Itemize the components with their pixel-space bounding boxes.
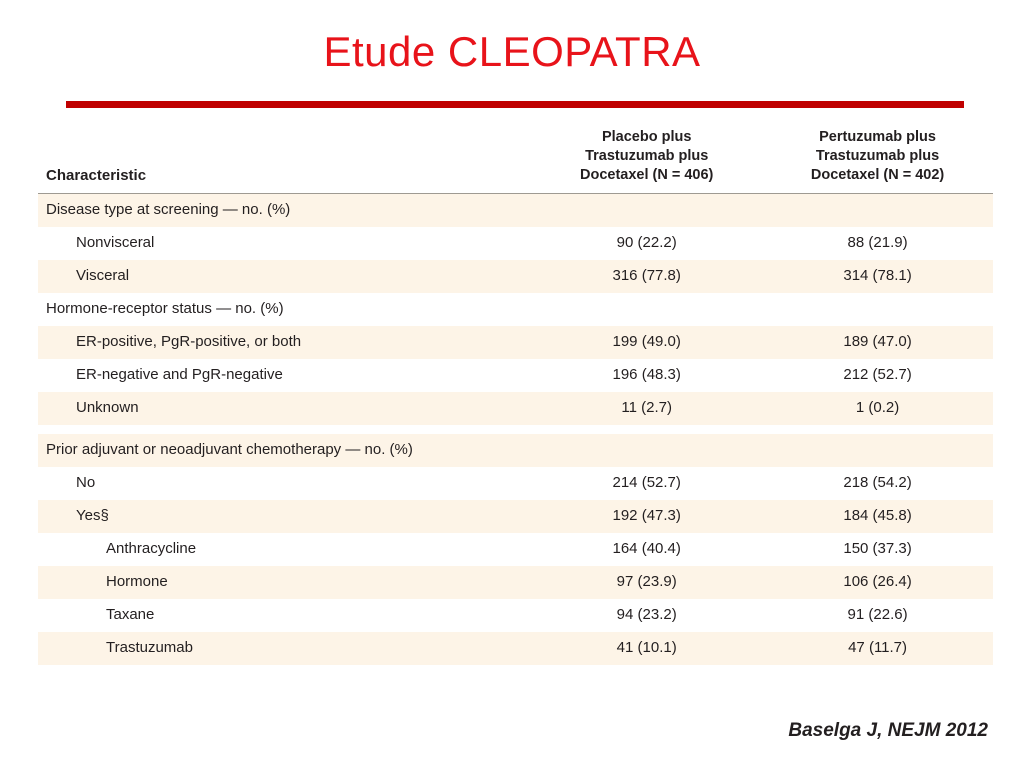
characteristics-table (38, 128, 993, 665)
table-row (38, 326, 993, 359)
spacer-cell (38, 425, 993, 434)
cell-placebo-arm: 192 (47.3) (531, 500, 762, 533)
column-header-placebo-line1: Placebo plus (601, 129, 692, 145)
cell-placebo-arm: 196 (48.3) (612, 366, 681, 384)
table-body (38, 194, 993, 666)
cell-placebo-arm: 164 (40.4) (612, 540, 681, 558)
table-row (38, 533, 993, 566)
source-citation: Baselga J, NEJM 2012 (788, 720, 988, 741)
cell-placebo-arm: 214 (52.7) (612, 474, 681, 492)
table-row (38, 293, 993, 326)
row-label: Taxane (106, 606, 155, 624)
column-header-placebo-line3: Docetaxel (N = 406) (580, 167, 714, 184)
row-label: Nonvisceral (76, 234, 155, 252)
table-header-row (38, 128, 993, 194)
table-row-spacer (38, 425, 993, 434)
row-label: Anthracycline (106, 540, 197, 558)
row-label: Prior adjuvant or neoadjuvant chemotherapy — no. (%) (38, 434, 531, 467)
column-header-placebo-line2: Trastuzumab plus (585, 148, 709, 165)
cell-placebo-arm: 94 (23.2) (616, 606, 677, 624)
column-header-pertuzumab-line3: Docetaxel (N = 402) (810, 167, 945, 184)
cell-pertuzumab-arm (762, 194, 993, 228)
cell-pertuzumab-arm: 212 (52.7) (843, 366, 912, 384)
table-row (38, 194, 993, 228)
table-row (38, 566, 993, 599)
cell-placebo-arm: 199 (49.0) (531, 326, 762, 359)
row-label: Hormone-receptor status — no. (%) (46, 300, 284, 318)
row-label: ER-positive, PgR-positive, or both (38, 326, 531, 359)
cell-pertuzumab-arm: 314 (78.1) (762, 260, 993, 293)
cell-pertuzumab-arm: 1 (0.2) (762, 392, 993, 425)
row-label: Disease type at screening — no. (%) (38, 194, 531, 228)
characteristics-table-container (38, 128, 993, 665)
column-header-placebo-arm (531, 128, 762, 194)
column-header-pertuzumab-line1: Pertuzumab plus (819, 129, 936, 145)
cell-pertuzumab-arm: 88 (21.9) (847, 234, 908, 252)
cell-pertuzumab-arm: 106 (26.4) (762, 566, 993, 599)
column-header-pertuzumab-line2: Trastuzumab plus (815, 148, 940, 165)
row-label: ER-negative and PgR-negative (76, 366, 283, 384)
table-header (38, 128, 993, 194)
cell-placebo-arm (531, 194, 762, 228)
row-label: Yes§ (38, 500, 531, 533)
cell-pertuzumab-arm (762, 293, 993, 326)
table-row (38, 632, 993, 665)
row-label: Visceral (38, 260, 531, 293)
cell-pertuzumab-arm: 47 (11.7) (762, 632, 993, 665)
table-row (38, 434, 993, 467)
cell-placebo-arm: 90 (22.2) (616, 234, 677, 252)
cell-placebo-arm: 41 (10.1) (531, 632, 762, 665)
table-row (38, 467, 993, 500)
table-row (38, 500, 993, 533)
row-label: No (76, 474, 96, 492)
cell-placebo-arm: 97 (23.9) (531, 566, 762, 599)
cell-pertuzumab-arm: 150 (37.3) (843, 540, 912, 558)
cell-placebo-arm: 11 (2.7) (531, 392, 762, 425)
cell-pertuzumab-arm: 184 (45.8) (762, 500, 993, 533)
cell-pertuzumab-arm: 218 (54.2) (843, 474, 912, 492)
cell-placebo-arm (531, 434, 762, 467)
row-label: Trastuzumab (38, 632, 531, 665)
table-row (38, 392, 993, 425)
table-row (38, 599, 993, 632)
cell-pertuzumab-arm: 91 (22.6) (847, 606, 908, 624)
column-header-characteristic: Characteristic (46, 166, 147, 184)
cell-placebo-arm (531, 293, 762, 326)
row-label: Unknown (38, 392, 531, 425)
page-title: Etude CLEOPATRA (323, 28, 701, 75)
cell-placebo-arm: 316 (77.8) (531, 260, 762, 293)
cell-pertuzumab-arm (762, 434, 993, 467)
table-row (38, 260, 993, 293)
table-row (38, 227, 993, 260)
row-label: Hormone (38, 566, 531, 599)
title-divider (66, 101, 964, 108)
column-header-pertuzumab-arm (762, 128, 993, 194)
cell-pertuzumab-arm: 189 (47.0) (762, 326, 993, 359)
table-row (38, 359, 993, 392)
